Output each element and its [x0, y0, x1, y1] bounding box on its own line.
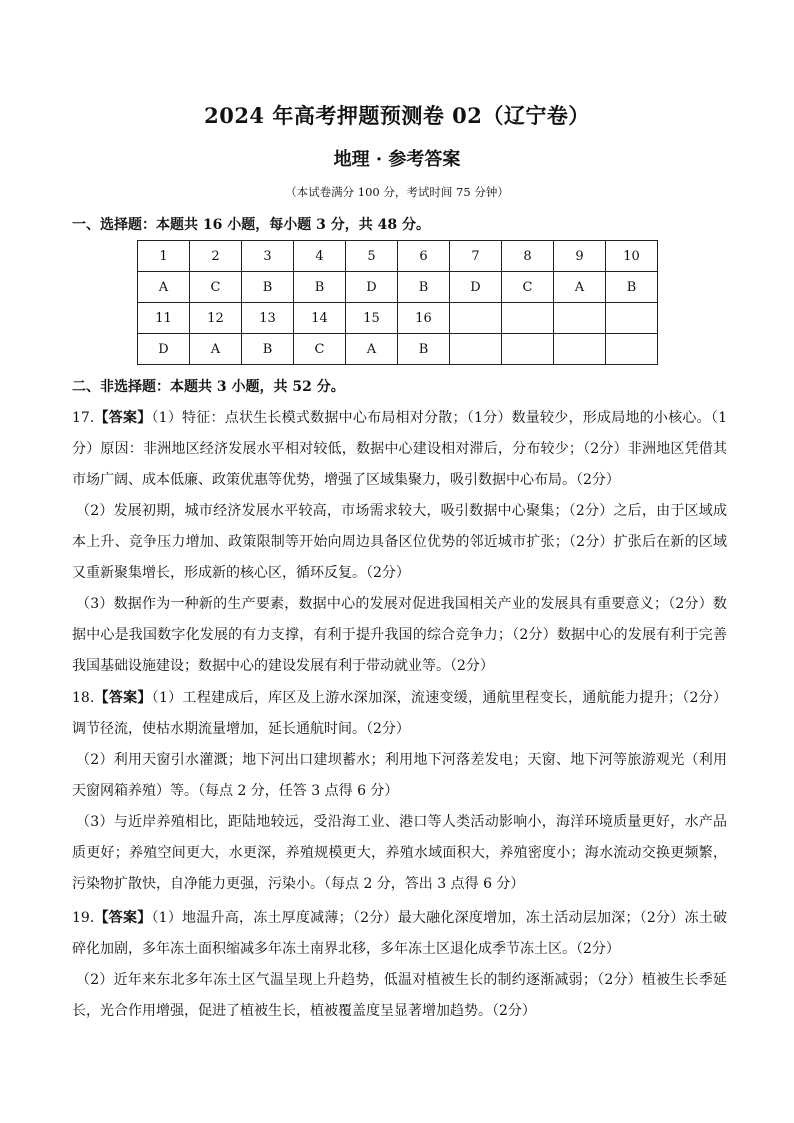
question-number: 17.	[72, 410, 95, 426]
table-cell: B	[398, 272, 450, 303]
table-cell: C	[190, 272, 242, 303]
answer-text: （1）地温升高，冻土厚度减薄；（2分）最大融化深度增加，冻土活动层加深；（2分）冻土破碎化加剧，多年冻土面积缩减多年冻土南界北移，多年冻土区退化成季节冻土区。（2分）	[72, 910, 727, 957]
table-row	[138, 303, 658, 334]
table-cell	[502, 334, 554, 365]
answer-table	[137, 240, 658, 365]
table-cell: 16	[398, 303, 450, 334]
section-choice-heading: 一、选择题：本题共 16 小题，每小题 3 分，共 48 分。	[72, 217, 430, 233]
answer-17-part-3: （3）数据作为一种新的生产要素，数据中心的发展对促进我国相关产业的发展具有重要意义；（2分）数据中心是我国数字化发展的有力支撑，有利于提升我国的综合竞争力；（2分）数据中心的发展有利于完善我国基础设施建设；数据中心的建设发展有利于带动就业等。（2分）	[72, 596, 727, 674]
table-cell	[502, 303, 554, 334]
answer-18-part-2: （2）利用天窗引水灌溉；地下河出口建坝蓄水；利用地下河落差发电；天窗、地下河等旅游观光（利用天窗网箱养殖）等。（每点 2 分，任答 3 点得 6 分）	[72, 752, 727, 799]
table-cell: A	[554, 272, 606, 303]
answer-text: （1）工程建成后，库区及上游水深加深，流速变缓，通航里程变长，通航能力提升；（2分）调节径流，使枯水期流量增加，延长通航时间。（2分）	[72, 690, 728, 737]
table-cell: D	[138, 334, 190, 365]
question-number: 19.	[72, 910, 95, 926]
table-cell	[554, 303, 606, 334]
table-cell: 7	[450, 241, 502, 272]
table-cell	[450, 334, 502, 365]
table-cell: 14	[294, 303, 346, 334]
table-cell: B	[242, 272, 294, 303]
table-row	[138, 334, 658, 365]
table-cell	[606, 303, 658, 334]
table-cell: C	[294, 334, 346, 365]
table-cell	[606, 334, 658, 365]
answer-label: 【答案】	[94, 910, 152, 926]
table-cell: B	[242, 334, 294, 365]
table-cell: C	[502, 272, 554, 303]
table-cell: 15	[346, 303, 398, 334]
answer-17-part-1	[72, 403, 727, 496]
page-title: 2024 年高考押题预测卷 02（辽宁卷）	[204, 103, 590, 128]
table-cell: B	[398, 334, 450, 365]
table-cell: 8	[502, 241, 554, 272]
table-cell: 4	[294, 241, 346, 272]
table-cell: B	[294, 272, 346, 303]
exam-note: （本试卷满分 100 分，考试时间 75 分钟）	[285, 185, 509, 199]
answer-18-part-1	[72, 683, 727, 745]
table-cell: 3	[242, 241, 294, 272]
table-cell: A	[138, 272, 190, 303]
table-row	[138, 241, 658, 272]
table-cell: 1	[138, 241, 190, 272]
answer-label: 【答案】	[94, 690, 152, 706]
table-cell: 11	[138, 303, 190, 334]
table-cell	[554, 334, 606, 365]
table-cell: 6	[398, 241, 450, 272]
answer-19-part-1	[72, 903, 727, 965]
table-cell: A	[190, 334, 242, 365]
table-row	[138, 272, 658, 303]
answer-18-part-3: （3）与近岸养殖相比，距陆地较远，受沿海工业、港口等人类活动影响小，海洋环境质量更好，水产品质更好；养殖空间更大，水更深，养殖规模更大，养殖水域面积大，养殖密度小；海水流动交换更频繁，污染物扩散快，自净能力更强，污染小。（每点 2 分，答出 3 点得 6 分）	[72, 814, 727, 892]
answer-19	[72, 903, 727, 1027]
answer-18	[72, 683, 727, 900]
table-cell: 9	[554, 241, 606, 272]
answer-text: （1）特征：点状生长模式数据中心布局相对分散；（1分）数量较少，形成局地的小核心。（1分）原因：非洲地区经济发展水平相对较低，数据中心建设相对滞后，分布较少；（2分）非洲地区凭借其市场广阔、成本低廉、政策优惠等优势，增强了区域集聚力，吸引数据中心布局。（2分）	[72, 410, 727, 488]
answer-label: 【答案】	[94, 410, 152, 426]
table-cell: D	[346, 272, 398, 303]
table-cell: A	[346, 334, 398, 365]
section-essay-heading: 二、非选择题：本题共 3 小题，共 52 分。	[72, 379, 345, 395]
table-cell: 10	[606, 241, 658, 272]
answer-19-part-2: （2）近年来东北多年冻土区气温呈现上升趋势，低温对植被生长的制约逐渐减弱；（2分）植被生长季延长，光合作用增强，促进了植被生长，植被覆盖度呈显著增加趋势。（2分）	[72, 972, 727, 1019]
table-cell: 12	[190, 303, 242, 334]
answer-17-part-2: （2）发展初期，城市经济发展水平较高，市场需求较大，吸引数据中心聚集；（2分）之后，由于区域成本上升、竞争压力增加、政策限制等开始向周边具备区位优势的邻近城市扩张；（2分）扩张后在新的区域又重新聚集增长，形成新的核心区，循环反复。（2分）	[72, 503, 727, 581]
table-cell	[450, 303, 502, 334]
question-number: 18.	[72, 690, 95, 706]
table-cell: 2	[190, 241, 242, 272]
answer-17	[72, 403, 727, 682]
table-cell: B	[606, 272, 658, 303]
table-cell: D	[450, 272, 502, 303]
table-cell: 13	[242, 303, 294, 334]
page-subtitle: 地理 · 参考答案	[333, 149, 461, 170]
table-cell: 5	[346, 241, 398, 272]
